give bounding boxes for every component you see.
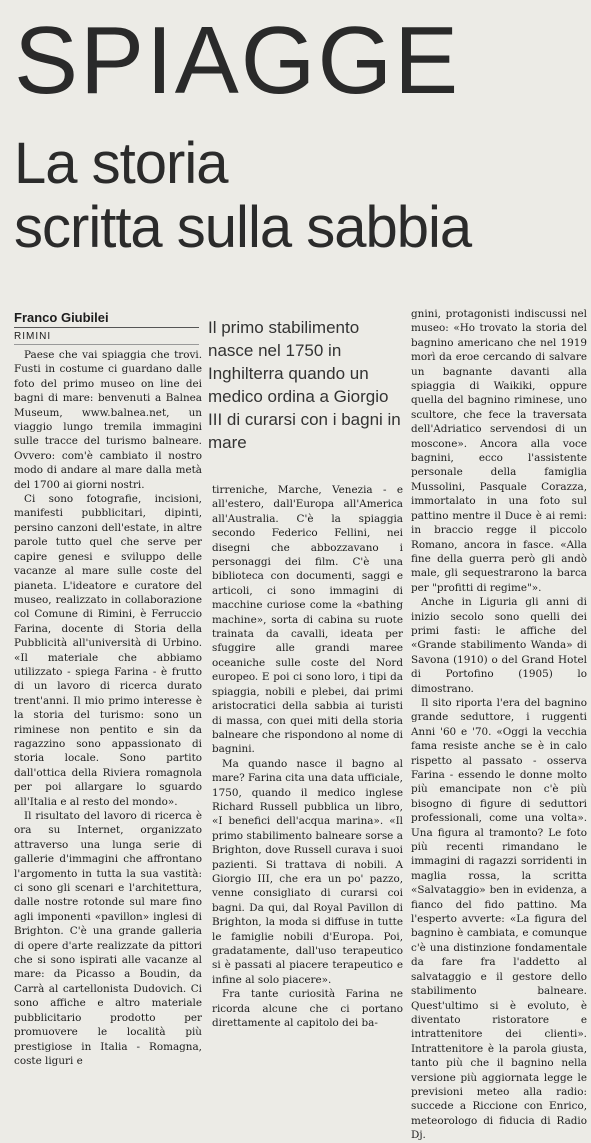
headline-line-1: La storia bbox=[14, 131, 228, 196]
author-byline: Franco Giubilei bbox=[14, 310, 109, 325]
article-column-1 bbox=[14, 348, 202, 1068]
article-column-2 bbox=[212, 483, 403, 1030]
paragraph: Il sito riporta l'era del bagnino grande seduttore, i ruggenti Anni '60 e '70. «Oggi la vecchia fama resiste anche se è in calo rispetto al passato - osserva Farina - essendo le donne molto più emancipate non c'è più bisogno di figure di seduttori professionali, come una volta». Una figura al tramonto? Le foto più recenti rimandano le immagini di ragazzi sorridenti in maglia rossa, la scritta «Salvataggio» ben in evidenza, a fianco del fido pattino. Ma l'esperto avverte: «La figura del bagnino è cambiata, e comunque c'è una distinzione fondamentale da fare fra l'addetto al salvataggio e il gestore dello stabilimento balneare. Quest'ultimo si è evoluto, è diventato ristoratore e intrattenitore dei clienti». Intrattenitore è la parola giusta, tanto più che il bagnino nella versione più aggiornata legge le previsioni meteo alla radio: succede a Riccione con Enrico, meteorologo di fiducia di Radio Dj. bbox=[411, 696, 587, 1142]
headline-line-2: scritta sulla sabbia bbox=[14, 195, 472, 260]
headline bbox=[14, 132, 584, 260]
section-kicker: SPIAGGE bbox=[14, 7, 461, 114]
paragraph: Anche in Liguria gli anni di inizio secolo sono quelli dei primi fasti: le affiche del «Grande stabilimento Wanda» di Savona (1910) o del Grand Hotel di Portofino (1905) lo dimostrano. bbox=[411, 596, 587, 695]
paragraph: tirreniche, Marche, Venezia - e all'estero, dall'Europa all'America all'Australia. C'è la spiaggia secondo Federico Fellini, nei disegni che abbozzavano i personaggi dei film. C'è una biblioteca con documenti, saggi e articoli, ci sono immagini di macchine curiose come la «bathing machine», sorta di cabina su ruote trainata da cavalli, ideata per sfuggire alle grandi maree oceaniche sulle coste del Nord europeo. E poi ci sono loro, i tipi da spiaggia, nobili e plebei, dai primi aristocratici della sabbia ai turisti di massa, con quei miti della storia balneare che rispondono al nome di bagnini. bbox=[212, 484, 403, 756]
paragraph: Fra tante curiosità Farina ne ricorda alcune che ci portano direttamente al capitolo dei ba- bbox=[212, 988, 403, 1030]
pull-quote: Il primo stabilimento nasce nel 1750 in Inghilterra quando un medico ordina a Giorgio III di curarsi con i bagni in mare bbox=[208, 318, 401, 452]
byline-rule bbox=[14, 327, 199, 328]
paragraph: Paese che vai spiaggia che trovi. Fusti in costume ci guardano dalle foto del primo museo on line dei bagni di mare: benvenuti a Balnea Museum, www.balnea.net, un viaggio lungo tremila immagini sulle tracce del turismo balneare. Ovvero: com'è cambiato il nostro modo di andare al mare dalla metà del 1700 ai giorni nostri. bbox=[14, 349, 202, 491]
paragraph: Ma quando nasce il bagno al mare? Farina cita una data ufficiale, 1750, quando il medico inglese Richard Russell pubblica un libro, «I benefici dell'acqua marina». «Il primo stabilimento balneare sorse a Brighton, dove Russell curava i suoi pazienti. Si trattava di nobili. A Giorgio III, che era un po' pazzo, venne consigliato di curarsi coi bagni. Da qui, dal Royal Pavillon di Brighton, la moda si diffuse in tutte le famiglie nobili d'Europa. Poi, gradatamente, dall'uso terapeutico si è passati al piacere terapeutico e infine al solo piacere». bbox=[212, 757, 403, 986]
dateline-location: RIMINI bbox=[14, 331, 52, 342]
paragraph: Il risultato del lavoro di ricerca è ora su Internet, organizzato attraverso una lunga serie di gallerie d'immagini che affrontano l'argomento in tutta la sua vastità: ci sono gli scenari e l'architettura, dalle nostre rotonde sul mare fino agli imponenti «pavillon» inglesi di Brighton. C'è una grande galleria di opere d'arte realizzate da pittori che si sono ispirati alle vacanze al mare: da Picasso a Boudin, da Carrà al cartellonista Dudovich. Ci sono affiche e altro materiale pubblicitario prodotto per promuovere le località più prestigiose in Italia - Romagna, coste liguri e bbox=[14, 810, 202, 1067]
dateline-rule bbox=[14, 344, 199, 345]
article-column-3 bbox=[411, 307, 587, 1143]
paragraph: Ci sono fotografie, incisioni, manifesti pubblicitari, dipinti, persino canzoni dell'estate, in altre parole tutto quel che serve per capire genesi e sviluppo delle vacanze al mare sulle coste del pianeta. L'ideatore e curatore del museo, realizzato in collaborazione col Comune di Rimini, è Ferruccio Farina, docente di Storia della Pubblicità all'università di Urbino. «Il materiale che abbiamo utilizzato - spiega Farina - è frutto di un lavoro di ricerca durato trent'anni. Il mio primo interesse è la storia del turismo: sono un riminese non pentito e sin da ragazzino sono appassionato di storia locale. Sono partito dall'ottica della Riviera romagnola per poi allargare lo sguardo all'Italia e al resto del mondo». bbox=[14, 493, 202, 808]
paragraph: gnini, protagonisti indiscussi nel museo: «Ho trovato la storia del bagnino americano che nel 1919 morì da eroe cercando di salvare un bagnante davanti alla spiaggia di Waikiki, oppure quella del bagnino riminese, uno scultore, che fece la traversata dell'Adriatico servendosi di un moscone». Ancora alla voce bagnini, ecco l'assistente personale della famiglia Mussolini, Pasquale Corazza, immortalato in una foto sul pattino mentre il Duce è ai remi: in braccio regge il piccolo Romano, ancora in fasce. «Alla fine della guerra però gli andò male, gli sequestrarono la barca per "profitti di regime"». bbox=[411, 308, 587, 594]
